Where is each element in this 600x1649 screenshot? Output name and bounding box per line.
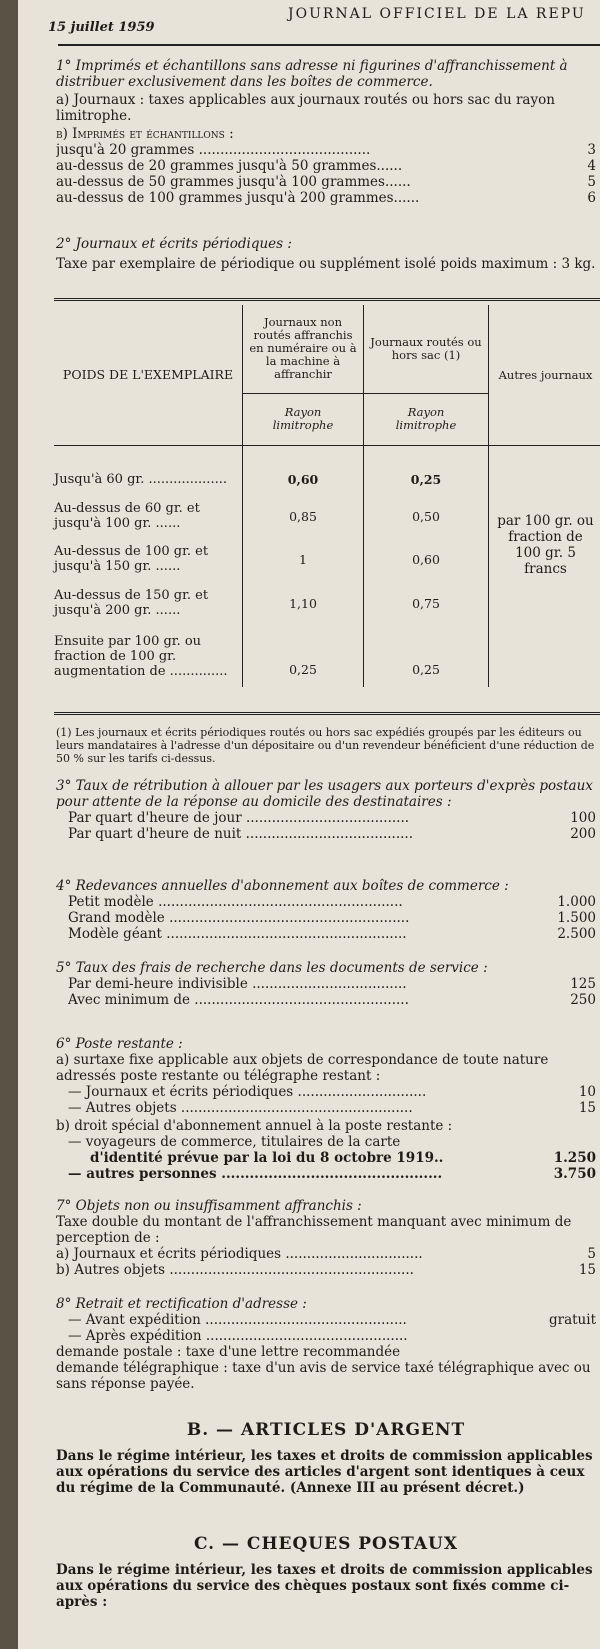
section-1a-text: a) Journaux : taxes applicables aux journaux routés ou hors sac du rayon limitrophe. (56, 92, 555, 124)
section-6-title: 6° Poste restante : (56, 1036, 183, 1052)
section-5-title: 5° Taux des frais de recherche dans les documents de service : (56, 960, 488, 976)
s6a-row-value: 10 (578, 1084, 596, 1100)
s1-row-label: au-dessus de 20 grammes jusqu'à 50 grammes...... (56, 158, 403, 174)
page-header (18, 2, 600, 42)
section-8-title: 8° Retrait et rectification d'adresse : (56, 1296, 307, 1312)
s1-row-label: au-dessus de 100 grammes jusqu'à 200 grammes...... (56, 190, 420, 206)
s7-row (56, 1246, 596, 1262)
section-7-text: Taxe double du montant de l'affranchissement manquant avec minimum de perception de : (56, 1214, 572, 1246)
table-cell-routes: 0,25 (364, 463, 489, 495)
s1-row (56, 190, 596, 206)
table-footnote: (1) Les journaux et écrits périodiques routés ou hors sac expédiés groupés par les éditeurs ou leurs mandataires à l'adresse d'un dépositaire ou d'un revendeur bénéficient d'une réduction de 50 % sur les tarifs ci-dessus. (56, 726, 595, 765)
s6b-row (56, 1166, 596, 1182)
col-poids-header: POIDS DE L'EXEMPLAIRE (54, 305, 243, 445)
s3-row (56, 826, 596, 842)
s6a-row (56, 1084, 596, 1100)
section-b-text: Dans le régime intérieur, les taxes et droits de commission applicables aux opérations du service des articles d'argent sont identiques à ceux du régime de la Communauté. (Annexe III au présent décret.) (56, 1448, 593, 1496)
s4-row (56, 894, 596, 910)
s8-row-label: — Avant expédition ............................................... (68, 1312, 407, 1328)
section-2-title: 2° Journaux et écrits périodiques : (56, 236, 292, 252)
section-6a-text: a) surtaxe fixe applicable aux objets de correspondance de toute nature adressés poste restante ou télégraphe restant : (56, 1052, 549, 1084)
s6a-row-label: — Journaux et écrits périodiques .............................. (68, 1084, 427, 1100)
sub-header-rayon: Rayon limitrophe (243, 393, 364, 445)
s4-row-value: 1.000 (557, 894, 596, 910)
s1-row (56, 142, 596, 158)
col-routes-header: Journaux routés ou hors sac (1) (364, 305, 489, 393)
table-other-note: par 100 gr. ou fraction de 100 gr. 5 francs (497, 513, 594, 577)
col-autres-header: Autres journaux (498, 367, 593, 382)
section-c-title: C. — CHEQUES POSTAUX (193, 1534, 459, 1554)
section-4 (56, 878, 596, 942)
s3-row-value: 200 (570, 826, 596, 842)
section-2-text: Taxe par exemplaire de périodique ou supplément isolé poids maximum : 3 kg. (56, 256, 596, 272)
section-7 (56, 1198, 596, 1278)
section-1 (56, 58, 596, 206)
s5-row-label: Par demi-heure indivisible .................................... (68, 976, 407, 992)
s1-row-value: 5 (587, 174, 596, 190)
table-row-label: Jusqu'à 60 gr. ................... (54, 463, 243, 495)
s5-row (56, 976, 596, 992)
section-8 (56, 1296, 596, 1392)
section-c-text: Dans le régime intérieur, les taxes et droits de commission applicables aux opérations du service des chèques postaux sont fixés comme ci-après : (56, 1562, 593, 1610)
s1-row (56, 158, 596, 174)
section-1-title: 1° Imprimés et échantillons sans adresse ni figurines d'affranchissement à distribuer exclusivement dans les boîtes de commerce. (56, 58, 568, 90)
table-row-label: Au-dessus de 100 gr. et jusqu'à 150 gr. ...... (54, 537, 243, 581)
s1-row-value: 3 (587, 142, 596, 158)
s6a-row-value: 15 (578, 1100, 596, 1116)
s7-row-label: a) Journaux et écrits périodiques ................................ (56, 1246, 423, 1262)
s4-row-value: 2.500 (557, 926, 596, 942)
s8-row-value (526, 1328, 596, 1344)
s3-row-label: Par quart d'heure de jour ...................................... (68, 810, 410, 826)
section-6b-text: b) droit spécial d'abonnement annuel à la poste restante : (56, 1118, 453, 1134)
s6b-row-value: 3.750 (553, 1166, 596, 1182)
section-c (56, 1536, 596, 1610)
section-3-title: 3° Taux de rétribution à allouer par les usagers aux porteurs d'exprès postaux pour attente de la réponse au domicile des destinataires : (56, 778, 593, 810)
table-cell-nonroutes: 0,85 (243, 495, 364, 537)
table-cell-nonroutes: 1 (243, 537, 364, 581)
section-8-line: demande postale : taxe d'une lettre recommandée (56, 1344, 401, 1360)
s7-row-label: b) Autres objets ......................................................... (56, 1262, 414, 1278)
rates-table (54, 305, 600, 687)
s4-row-label: Grand modèle ........................................................ (68, 910, 410, 926)
section-6b-line: — voyageurs de commerce, titulaires de la carte (68, 1134, 401, 1150)
s4-row (56, 926, 596, 942)
s1-row (56, 174, 596, 190)
s3-row-label: Par quart d'heure de nuit ....................................... (68, 826, 413, 842)
section-5 (56, 960, 596, 1008)
s4-row-label: Modèle géant ........................................................ (68, 926, 407, 942)
s7-row-value: 5 (587, 1246, 596, 1262)
header-rule (58, 44, 600, 46)
s6b-row-label: — autres personnes ............................................... (68, 1166, 443, 1182)
sub-header-rayon: Rayon limitrophe (364, 393, 489, 445)
section-2 (56, 236, 596, 272)
s6a-row (56, 1100, 596, 1116)
s4-row-label: Petit modèle ......................................................... (68, 894, 403, 910)
s5-row-label: Avec minimum de .................................................. (68, 992, 409, 1008)
table-cell-routes: 0,25 (364, 625, 489, 687)
table-row-label: Au-dessus de 150 gr. et jusqu'à 200 gr. ...... (54, 581, 243, 625)
s1-row-label: au-dessus de 50 grammes jusqu'à 100 grammes...... (56, 174, 411, 190)
s8-row (56, 1328, 596, 1344)
s3-row-value: 100 (570, 810, 596, 826)
s5-row-value: 125 (570, 976, 596, 992)
s8-row (56, 1312, 596, 1328)
s4-row-value: 1.500 (557, 910, 596, 926)
section-6 (56, 1036, 596, 1182)
table-cell-routes: 0,75 (364, 581, 489, 625)
section-b-title: B. — ARTICLES D'ARGENT (186, 1420, 466, 1440)
journal-page (18, 0, 600, 1649)
table-cell-routes: 0,50 (364, 495, 489, 537)
s6b-row-label: d'identité prévue par la loi du 8 octobre 1919.. (90, 1150, 444, 1166)
section-b (56, 1422, 596, 1496)
s1-row-value: 6 (587, 190, 596, 206)
header-date: 15 juillet 1959 (48, 20, 155, 35)
table-row-label: Ensuite par 100 gr. ou fraction de 100 gr. augmentation de .............. (54, 625, 243, 687)
s5-row-value: 250 (570, 992, 596, 1008)
table-bottom-rule (54, 712, 600, 715)
section-3 (56, 778, 596, 842)
s1-row-label: jusqu'à 20 grammes ........................................ (56, 142, 371, 158)
s6b-row-value: 1.250 (553, 1150, 596, 1166)
table-cell-nonroutes: 0,25 (243, 625, 364, 687)
s3-row (56, 810, 596, 826)
table-cell-routes: 0,60 (364, 537, 489, 581)
s4-row (56, 910, 596, 926)
section-7-title: 7° Objets non ou insuffisamment affranchis : (56, 1198, 362, 1214)
section-1b-title: b) Imprimés et échantillons : (56, 126, 234, 142)
journal-title: JOURNAL OFFICIEL DE LA REPU (288, 6, 586, 22)
table-cell-nonroutes: 1,10 (243, 581, 364, 625)
table-top-rule (54, 298, 600, 301)
s8-row-label: — Après expédition ............................................... (68, 1328, 408, 1344)
s6b-row (56, 1150, 596, 1166)
s1-row-value: 4 (587, 158, 596, 174)
s6a-row-label: — Autres objets ...................................................... (68, 1100, 413, 1116)
section-4-title: 4° Redevances annuelles d'abonnement aux boîtes de commerce : (56, 878, 509, 894)
table-row-label: Au-dessus de 60 gr. et jusqu'à 100 gr. ...... (54, 495, 243, 537)
section-8-line: demande télégraphique : taxe d'un avis de service taxé télégraphique avec ou sans réponse payée. (56, 1360, 591, 1392)
s5-row (56, 992, 596, 1008)
table-cell-nonroutes: 0,60 (243, 463, 364, 495)
s7-row-value: 15 (578, 1262, 596, 1278)
s7-row (56, 1262, 596, 1278)
s8-row-value: gratuit (548, 1312, 596, 1328)
col-nonroutes-header: Journaux non routés affranchis en numéraire ou à la machine à affranchir (243, 305, 364, 393)
